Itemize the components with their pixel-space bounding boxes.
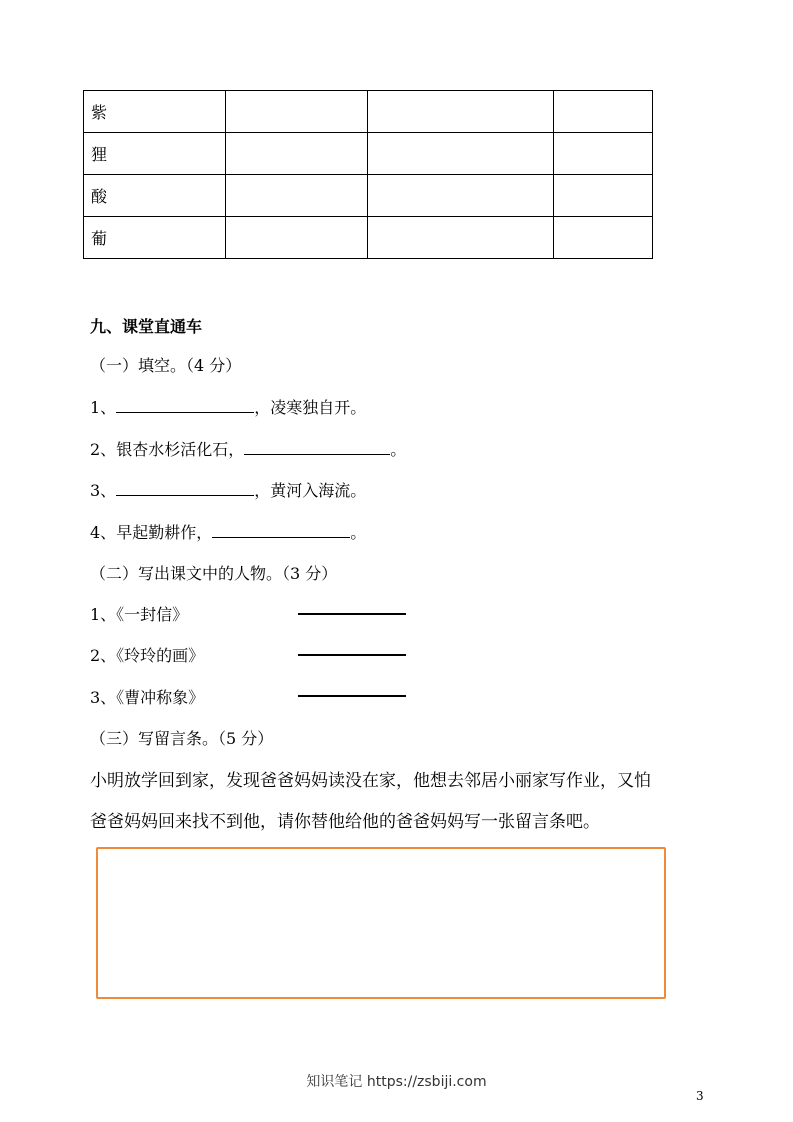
item-number: 2、 <box>90 440 117 459</box>
table-cell-blank[interactable] <box>226 175 368 217</box>
answer-dash-line[interactable] <box>298 654 406 656</box>
table-cell-blank[interactable] <box>554 217 653 259</box>
item-text-after: 。 <box>390 440 407 459</box>
page-number: 3 <box>696 1089 704 1103</box>
table-row <box>84 175 653 217</box>
table-row <box>84 217 653 259</box>
table-cell-blank[interactable] <box>554 91 653 133</box>
fill-item-2 <box>90 440 406 460</box>
character-item-3: 3、《曹冲称象》 <box>90 688 205 707</box>
answer-blank[interactable] <box>212 523 350 538</box>
fill-item-4 <box>90 523 366 543</box>
prompt-paragraph-line-1: 小明放学回到家，发现爸爸妈妈读没在家，他想去邻居小丽家写作业，又怕 <box>90 771 651 791</box>
table-cell-blank[interactable] <box>368 133 554 175</box>
character-item-1: 1、《一封信》 <box>90 605 189 624</box>
part2-heading: （二）写出课文中的人物。（3 分） <box>90 564 338 583</box>
table-cell-blank[interactable] <box>226 91 368 133</box>
table-cell-blank[interactable] <box>554 133 653 175</box>
table-cell-char: 紫 <box>84 91 226 133</box>
item-text-after: 。 <box>350 523 367 542</box>
answer-blank[interactable] <box>116 481 254 496</box>
item-number: 1、 <box>90 398 117 417</box>
prompt-paragraph-line-2: 爸爸妈妈回来找不到他，请你替他给他的爸爸妈妈写一张留言条吧。 <box>90 812 600 832</box>
table-row <box>84 91 653 133</box>
table-cell-blank[interactable] <box>554 175 653 217</box>
item-number: 3、 <box>90 481 117 500</box>
answer-dash-line[interactable] <box>298 613 406 615</box>
character-table <box>83 90 653 259</box>
fill-item-1 <box>90 398 366 418</box>
table-row <box>84 133 653 175</box>
table-cell-blank[interactable] <box>226 217 368 259</box>
item-text-before: 银杏水杉活化石， <box>116 440 245 459</box>
table-cell-blank[interactable] <box>226 133 368 175</box>
answer-blank[interactable] <box>244 440 390 455</box>
table-cell-char: 葡 <box>84 217 226 259</box>
answer-dash-line[interactable] <box>298 695 406 697</box>
table-cell-blank[interactable] <box>368 217 554 259</box>
table-cell-blank[interactable] <box>368 175 554 217</box>
item-number: 4、 <box>90 523 117 542</box>
part3-heading: （三）写留言条。（5 分） <box>90 729 274 748</box>
part1-heading: （一）填空。（4 分） <box>90 356 242 375</box>
section-title: 九、课堂直通车 <box>90 317 203 336</box>
footer-watermark: 知识笔记 https://zsbiji.com <box>306 1074 487 1090</box>
answer-blank[interactable] <box>116 398 254 413</box>
table-cell-blank[interactable] <box>368 91 554 133</box>
item-text-after: ，黄河入海流。 <box>254 481 367 500</box>
table-cell-char: 狸 <box>84 133 226 175</box>
answer-box[interactable] <box>96 847 666 999</box>
character-item-2: 2、《玲玲的画》 <box>90 646 205 665</box>
table-cell-char: 酸 <box>84 175 226 217</box>
fill-item-3 <box>90 481 366 501</box>
item-text-after: ，凌寒独自开。 <box>254 398 367 417</box>
item-text-before: 早起勤耕作， <box>116 523 213 542</box>
